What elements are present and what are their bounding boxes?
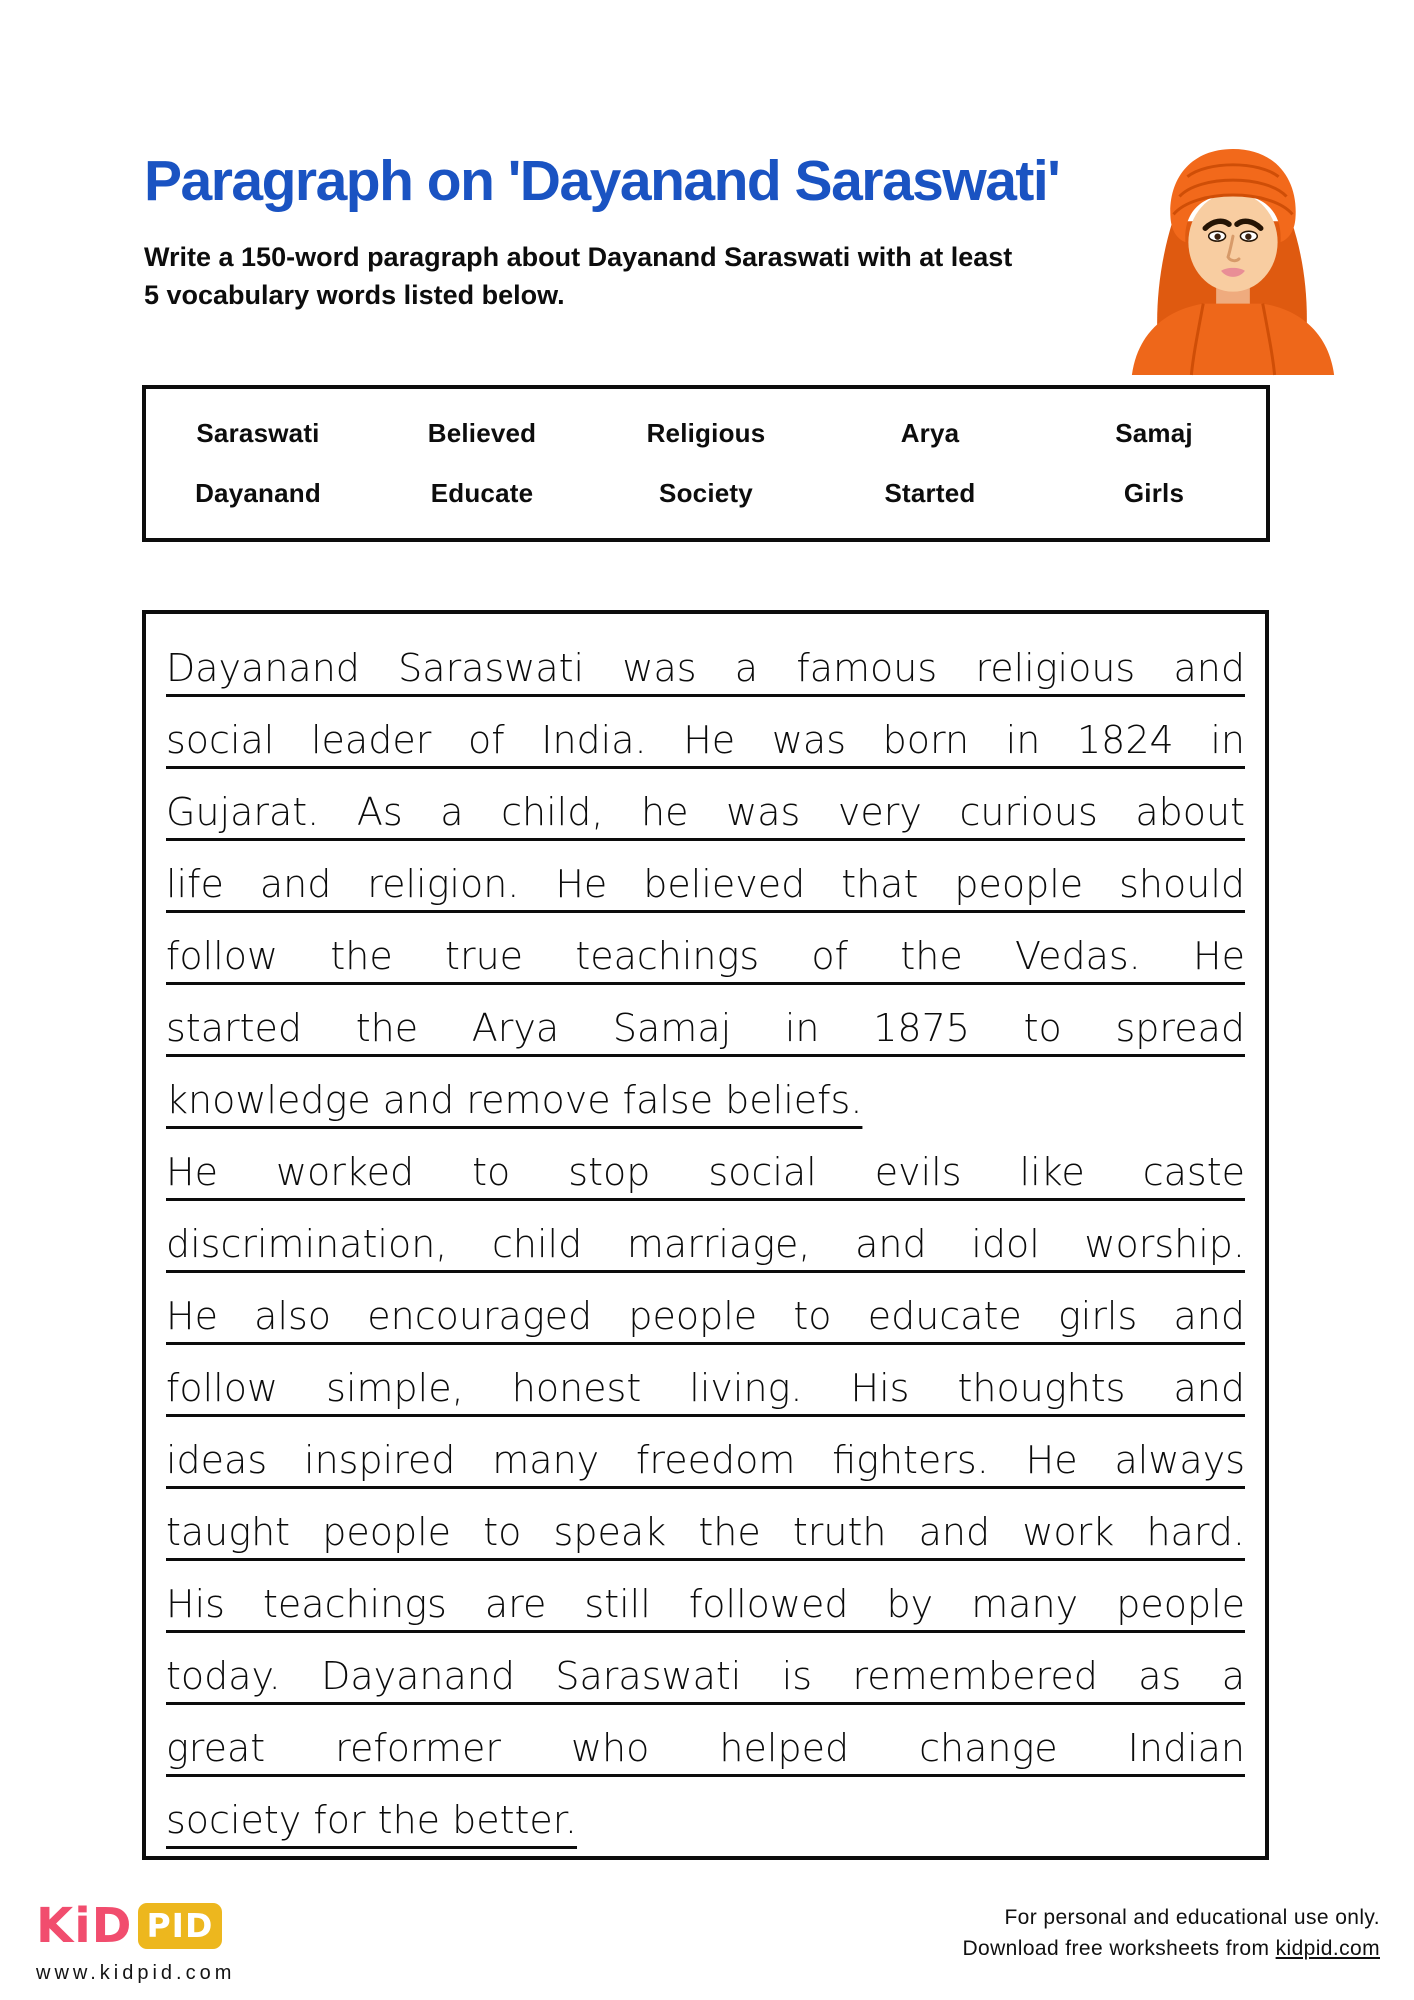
vocab-word: Religious xyxy=(646,418,766,448)
portrait-illustration xyxy=(1118,136,1346,376)
logo-pid-text: PID xyxy=(138,1903,223,1949)
license-line-2-text: Download free worksheets from xyxy=(962,1937,1276,1960)
license-note xyxy=(962,1902,1380,1964)
license-line-1: For personal and educational use only. xyxy=(1004,1906,1380,1929)
instructions xyxy=(144,238,1134,314)
page-title: Paragraph on 'Dayanand Saraswati' xyxy=(144,149,1060,213)
essay-line: great reformer who helped change Indian xyxy=(166,1726,1245,1770)
vocab-word: Arya xyxy=(900,418,960,448)
essay-line: follow the true teachings of the Vedas. He xyxy=(166,934,1245,978)
vocab-word: Society xyxy=(659,478,753,508)
instructions-line-1: Write a 150-word paragraph about Dayanand Saraswati with at least xyxy=(144,242,1013,272)
essay-line: knowledge and remove false beliefs. xyxy=(166,1078,863,1122)
logo-url: www.kidpid.com xyxy=(36,1962,236,1984)
essay-line: today. Dayanand Saraswati is remembered as a xyxy=(166,1654,1245,1698)
essay-line: life and religion. He believed that people should xyxy=(166,862,1245,906)
license-line-2 xyxy=(962,1933,1380,1964)
essay-line: Dayanand Saraswati was a famous religious and xyxy=(166,646,1245,690)
vocabulary-box xyxy=(142,385,1270,542)
essay-line: started the Arya Samaj in 1875 to spread xyxy=(166,1006,1245,1050)
instructions-line-2: 5 vocabulary words listed below. xyxy=(144,280,565,310)
essay-line: Gujarat. As a child, he was very curious about xyxy=(166,790,1245,834)
kidpid-link[interactable]: kidpid.com xyxy=(1275,1937,1380,1960)
essay-line: ideas inspired many freedom fighters. He always xyxy=(166,1438,1245,1482)
vocab-row xyxy=(146,418,1266,449)
essay-box xyxy=(142,610,1269,1860)
vocab-word: Educate xyxy=(430,478,534,508)
essay-line: taught people to speak the truth and work hard. xyxy=(166,1510,1245,1554)
dayanand-portrait-image xyxy=(1118,136,1346,376)
essay-line: His teachings are still followed by many people xyxy=(166,1582,1245,1626)
essay-line: follow simple, honest living. His thoughts and xyxy=(166,1366,1245,1410)
vocab-word: Dayanand xyxy=(195,478,321,508)
essay-line: society for the better. xyxy=(166,1798,578,1842)
essay-line: discrimination, child marriage, and idol worship. xyxy=(166,1222,1245,1266)
vocab-word: Believed xyxy=(427,418,537,448)
vocab-word: Samaj xyxy=(1115,418,1193,448)
essay-line: He worked to stop social evils like caste xyxy=(166,1150,1245,1194)
essay-line: social leader of India. He was born in 1824 in xyxy=(166,718,1245,762)
vocab-word: Started xyxy=(884,478,976,508)
vocab-word: Girls xyxy=(1123,478,1185,508)
kidpid-logo xyxy=(36,1898,235,1985)
essay-line: He also encouraged people to educate girls and xyxy=(166,1294,1245,1338)
vocab-word: Saraswati xyxy=(196,418,320,448)
vocab-row xyxy=(146,478,1266,509)
logo-kid-text: KiD xyxy=(36,1898,133,1954)
